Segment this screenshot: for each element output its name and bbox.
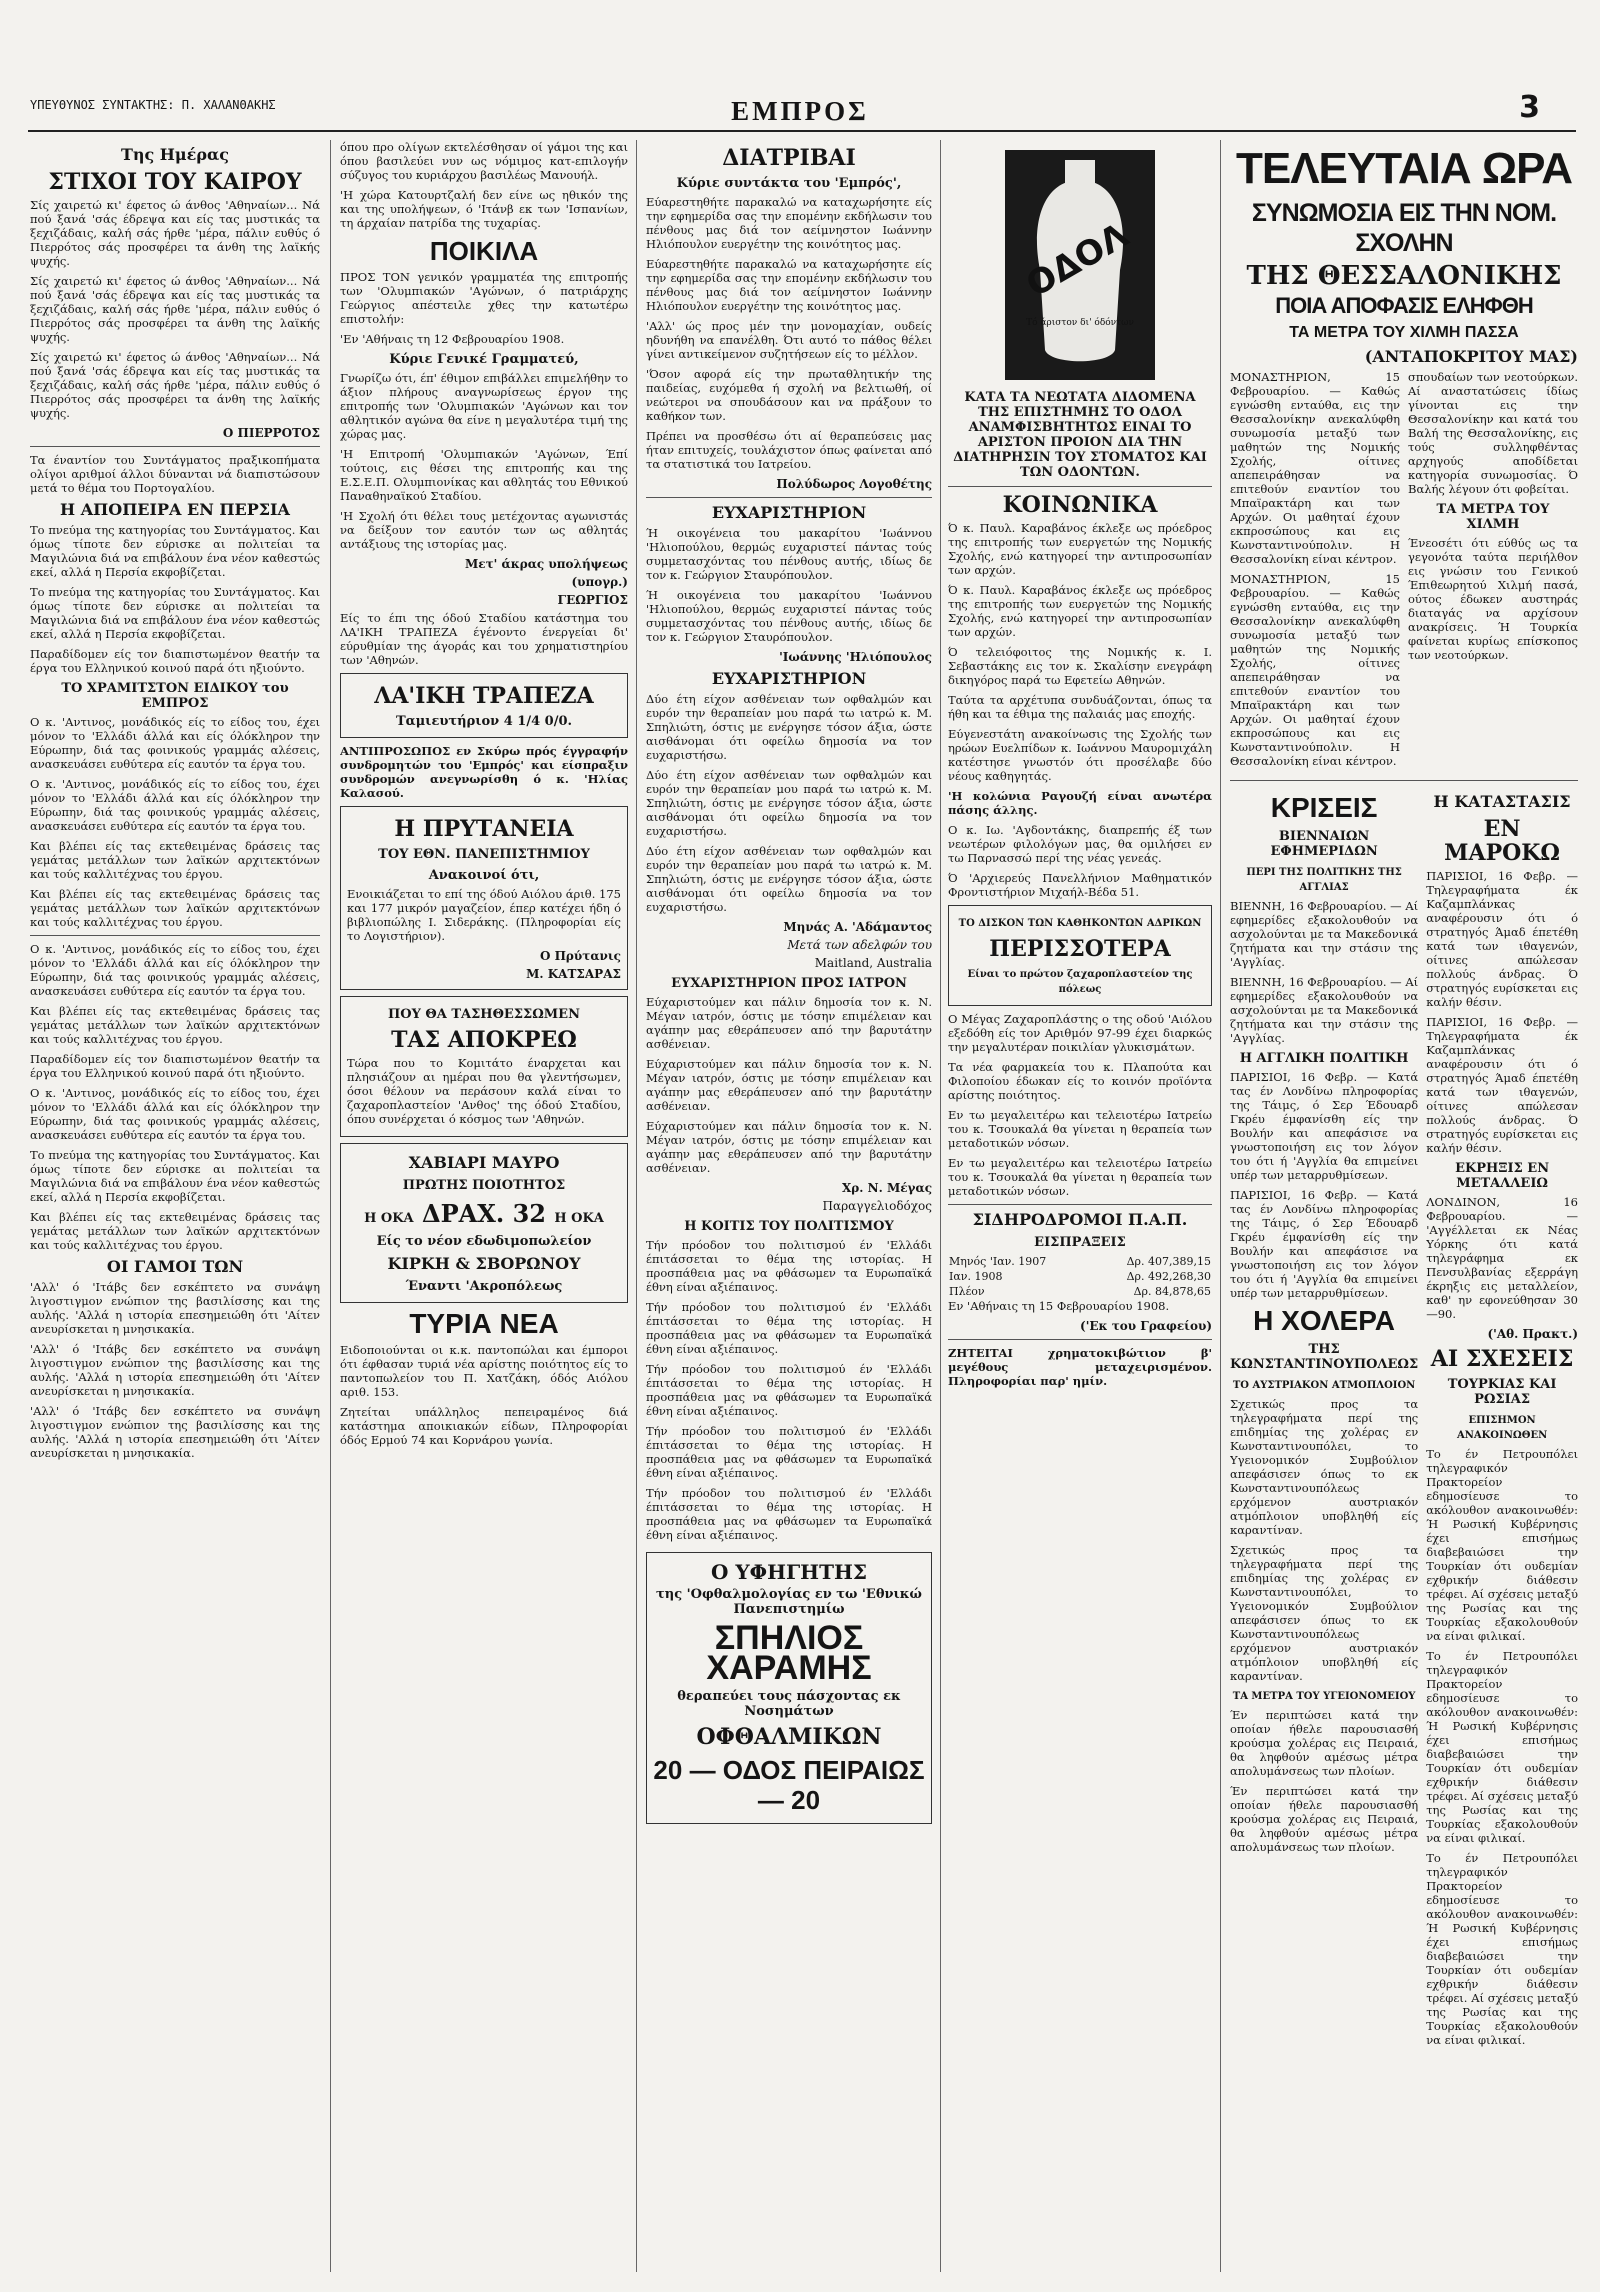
article-text: ΠΑΡΙΣΙΟΙ, 16 Φεβρ. — Τηλεγραφήματα έκ Καζαμπλάνκας αναφέρουσιν ότι ό στρατηγός Άμαδ έπετέθη κατά των ιθαγενών, οίτινες απώλεσαν πολλούς άνδρας. Ό στρατηγός ευρίσκεται εις καλήν θέσιν. bbox=[1426, 869, 1578, 1009]
article-text: 'Η Επιτροπή 'Ολυμπιακών 'Αγώνων, Έπί τούτοις, εις θέσει της επιτροπής και της Ε.Σ.Ε.Π. Ολυμπιονίκας και αθλητάς του Εθνικού Παναθηναϊκού Σταδίου. bbox=[340, 447, 628, 503]
article-text: 'Αλλ' ό 'Ιτάβς δεν εσκέπτετο να συνάψη λιγοστιγμον ενώπιον της βασιλίσσης και της αυλής. 'Αλλά η ιστορία επεσημειώθη ότι 'Αίτεν ανευρίσκεται η μνησικακία. bbox=[30, 1342, 320, 1398]
article-heading: ΕΥΧΑΡΙΣΤΗΡΙΟΝ bbox=[711, 503, 867, 522]
poem-text: Σίς χαιρετώ κι' έφετος ώ άνθος 'Αθηναίων... Νά πού ξανά 'σάς έδρεψα και είς τας μυστικάς τα ξεχιζάδαις, καλή σάς ήρθε 'μέρα, πάλιν ευθύς ό Πιερρότος σάς προσφέρει τα άνθη της λαϊκής ψυχής. bbox=[30, 198, 320, 268]
table-cell: Δρ. 84,878,65 bbox=[1133, 1285, 1211, 1298]
professor-ad bbox=[646, 1552, 932, 1824]
table-row bbox=[948, 1284, 1212, 1299]
masthead-editor: ΥΠΕΥΘΥΝΟΣ ΣΥΝΤΑΚΤΗΣ: Π. ΧΑΛΑΝΘΑΚΗΣ bbox=[30, 98, 276, 112]
bank-name: ΛΑ'ΙΚΗ ΤΡΑΠΕΖΑ bbox=[374, 683, 594, 709]
article-text: Παραδίδομεν είς τον διαπιστωμένον θεατήν τα έργα του Ελληνικού κοινού παρά ότι ηξιούντο. bbox=[30, 1052, 320, 1080]
article-text: Το πνεύμα της κατηγορίας του Συντάγματος. Και όμως τίποτε δεν εύρισκε αι πολιτείαι τα Μαγιλώνια διά να επιβάλουν ένα νέον καθεστώς εκεί, αλλά η Περσία εκφοβίζεται. bbox=[30, 523, 320, 579]
headline: ΠΟΙΑ ΑΠΟΦΑΣΙΣ ΕΛΗΦΘΗ bbox=[1275, 293, 1533, 318]
subcolumn bbox=[1230, 370, 1400, 774]
article-text: Και βλέπει είς τας εκτεθειμένας δράσεις τας γεμάτας μετάλλων των λαϊκών αρχιτεκτόνων και τούς καλλιτέχνας του έργου. bbox=[30, 839, 320, 881]
ad-text: Ζητείται υπάλληλος πεπειραμένος διά κατάστημα αποικιακών είδων, Πληροφορίαι όδός Ερμού 74 και Κορνάρου γωνία. bbox=[340, 1405, 628, 1447]
rail-table bbox=[948, 1254, 1212, 1299]
article-text: ΜΟΝΑΣΤΗΡΙΟΝ, 15 Φεβρουαρίου. — Καθώς εγνώσθη ενταύθα, εις την Θεσσαλονίκην ανεκαλύφθη συνωμοσία μεταξύ των μαθητών της Νομικής Σχολής, οίτινες απεπειράθησαν να επιτεθούν εναντίον του Μπαϊρακτάρη και των Αρχών. Οι μαθηταί έχουν εκπροσώπους και εις Κωνσταντινούπολιν. Η Θεσσαλονίκη είναι κέντρον. bbox=[1230, 572, 1400, 768]
table-cell: Μηνός 'Ιαν. 1907 bbox=[949, 1255, 1047, 1268]
article-text: Εύχαριστούμεν και πάλιν δημοσία τον κ. Ν. Μέγαν ιατρόν, όστις με τόσην επιμέλειαν και αγάπην μας εθεράπευσεν από την βαρυτάτην ασθένειαν. bbox=[646, 1119, 932, 1175]
apokries-ad bbox=[340, 996, 628, 1137]
ad-subheading: ΠΡΩΤΗΣ ΠΟΙΟΤΗΤΟΣ bbox=[402, 1178, 566, 1193]
poem-text: Σίς χαιρετώ κι' έφετος ώ άνθος 'Αθηναίων... Νά πού ξανά 'σάς έδρεψα και είς τας μυστικάς τα ξεχιζάδαις, καλή σάς ήρθε 'μέρα, πάλιν ευθύς ό Πιερρότος σάς προσφέρει τα άνθη της λαϊκής ψυχής. bbox=[30, 274, 320, 344]
article-text: 'Η χώρα Κατουρτζαλή δεν είνε ως ηθικόν της και της υπολήψεων, ό 'Ιτάνβ εκ των 'Ισπανίων, τη άρχαίαν πατρίδα της τυχαρίας. bbox=[340, 188, 628, 230]
article-text: Παραδίδομεν είς τον διαπιστωμένον θεατήν τα έργα του Ελληνικού κοινού παρά ότι ηξιούντο. bbox=[30, 647, 320, 675]
article-text: Ό κ. Παυλ. Καραβάνος έκλεξε ως πρόεδρος της επιτροπής των ευεργετών της Νομικής Σχολής, ενώ κατηγορεί την αντιπροσωπίαν των αρχών. bbox=[948, 583, 1212, 639]
ad-text: ΑΝΤΙΠΡΟΣΩΠΟΣ εν Σκύρω πρός έγγραφήν συνδρομητών του 'Εμπρός' και είσπραξιν συνδρομών ανεγνωρίσθη ό κ. 'Ηλίας Καλασού. bbox=[340, 744, 628, 800]
article-text: Εν τω μεγαλειτέρω και τελειοτέρω Ιατρείω του κ. Τσουκαλά θα γίνεται η θεραπεία των μεταδοτικών νόσων. bbox=[948, 1156, 1212, 1198]
article-text: Τα νέα φαρμακεία του κ. Πλαπούτα και Φιλοποίου έδωκαν είς το κοινόν προϊόντα αρίστης ποιότητος. bbox=[948, 1060, 1212, 1102]
article-text: Το έν Πετρουπόλει τηλεγραφικόν Πρακτορείον εδημοσίευσε το ακόλουθον ανακοινωθέν: Ή Ρωσική Κυβέρνησις έχει επισήμως διαβεβαιώσει την Τουρκίαν ότι ουδεμίαν εχθρικήν διάθεσιν τρέφει. Αί σχέσεις μεταξύ της Ρωσίας και της Τουρκίας εξακολουθούν να είναι φιλικαί. bbox=[1426, 1649, 1578, 1845]
rail-heading: ΣΙΔΗΡΟΔΡΟΜΟΙ Π.Α.Π. bbox=[972, 1210, 1188, 1229]
article-subheading: ΤΗΣ ΚΩΝΣΤΑΝΤΙΝΟΥΠΟΛΕΩΣ bbox=[1230, 1342, 1419, 1372]
ad-unit: Η ΟΚΑ bbox=[554, 1211, 604, 1226]
article-text: Σχετικώς προς τα τηλεγραφήματα περί της επιδημίας της χολέρας εν Κωνσταντινουπόλει, το Υγειονομικόν Συμβούλιον απεφάσισεν όπως το εκ Κωνσταντινουπόλεως ερχόμενον αυστριακόν ατμόπλοιον υποβληθή είς καραντίναν. bbox=[1230, 1397, 1419, 1537]
rail-signature: ('Εκ του Γραφείου) bbox=[1080, 1319, 1212, 1333]
ad-price: ΔΡΑΧ. 32 bbox=[421, 1199, 547, 1228]
ad-price-row bbox=[347, 1199, 621, 1228]
article-text: Δύο έτη είχον ασθένειαν των οφθαλμών και ευρόν την θεραπείαν μου παρά τω ιατρώ κ. Μ. Σπηλιώτη, όστις με ενέργησε τόσον άξια, ώστε αισθάνομαι ότι οφείλω δημοσία να τον ευχαριστήσω. bbox=[646, 844, 932, 914]
odol-bottle-image bbox=[1005, 150, 1155, 380]
column-divider bbox=[940, 140, 941, 2272]
subcolumn bbox=[1408, 370, 1578, 774]
poem-text: Σίς χαιρετώ κι' έφετος ώ άνθος 'Αθηναίων... Νά πού ξανά 'σάς έδρεψα και είς τας μυστικάς τα ξεχιζάδαις, καλή σάς ήρθε 'μέρα, πάλιν ευθύς ό Πιερρότος σάς προσφέρει τα άνθη της λαϊκής ψυχής. bbox=[30, 350, 320, 420]
article-heading: ΕΥΧΑΡΙΣΤΗΡΙΟΝ ΠΡΟΣ ΙΑΤΡΟΝ bbox=[671, 976, 907, 991]
letter-salutation: Κύριε συντάκτα του 'Εμπρός', bbox=[676, 176, 902, 191]
letter-salutation: Κύριε Γενικέ Γραμματεύ, bbox=[389, 352, 579, 367]
article-heading: Η ΚΑΤΑΣΤΑΣΙΣ bbox=[1433, 792, 1571, 811]
article-text: Ο κ. 'Αντινος, μονάδικός είς το είδος του, έχει μόνον το 'Ελλάδι άλλά και είς όλόκληρον την Εύρωπην, διά τας φοινικούς γραμμάς αλέσεις, ανασκευάσει ευθύτερα είς εαυτόν τα έργα του. bbox=[30, 1086, 320, 1142]
ad-heading: ΤΟ ΔΙΣΚΟΝ ΤΩΝ ΚΑΘΗΚΟΝΤΩΝ ΑΔΡΙΚΩΝ bbox=[958, 918, 1202, 929]
article-text: Τα έναντίον του Συντάγματος πραξικοπήματα ολίγοι αριθμοί άλλοι δύνανται νά διαπιστώσουν μετά το θέμα του Πορτογαλίου. bbox=[30, 453, 320, 495]
article-heading: ΔΙΑΤΡΙΒΑΙ bbox=[722, 145, 856, 171]
article-text: Και βλέπει είς τας εκτεθειμένας δράσεις τας γεμάτας μετάλλων των λαϊκών αρχιτεκτόνων και τούς καλλιτέχνας του έργου. bbox=[30, 1210, 320, 1252]
article-text: όπου προ ολίγων εκτελέσθησαν οί γάμοι της και όπου βασιλεύει νυν ως νόμιμος κατ-επιλογήν σύζυγος του κυριάρχου βασιλέως Μανουήλ. bbox=[340, 140, 628, 182]
column-1 bbox=[30, 140, 320, 2270]
column-5 bbox=[1230, 140, 1578, 2270]
section-label: ΤΟ ΧΡΑΜΙΤΣΤΟΝ ΕΙΔΙΚΟΥ του ΕΜΠΡΟΣ bbox=[61, 681, 289, 711]
article-text: Εύαρεστηθήτε παρακαλώ να καταχωρήσητε είς την εφημερίδα σας την επομένην εκδήλωσιν του πένθους μας διά τον αείμνηστον Ιωάννην Ηλιόπουλον ευεργέτην της κοινότητος μας. bbox=[646, 257, 932, 313]
ad-address: Έναντι 'Ακροπόλεως bbox=[405, 1279, 563, 1294]
caviar-ad bbox=[340, 1143, 628, 1303]
article-heading: ΤΑ ΜΕΤΡΑ ΤΟΥ ΥΓΕΙΟΝΟΜΕΙΟΥ bbox=[1232, 1691, 1416, 1702]
signature: Χρ. Ν. Μέγας bbox=[841, 1181, 932, 1195]
article-subheading: ΕΝ ΜΑΡΟΚΩ bbox=[1444, 816, 1561, 866]
ad-heading: Ο ΥΦΗΓΗΤΗΣ bbox=[711, 1560, 867, 1584]
article-text: Εύχαριστούμεν και πάλιν δημοσία τον κ. Ν. Μέγαν ιατρόν, όστις με τόσην επιμέλειαν και αγάπην μας εθεράπευσεν από την βαρυτάτην ασθένειαν. bbox=[646, 1057, 932, 1113]
odol-brand-text: ΟΔΟΛ bbox=[1019, 215, 1136, 306]
article-heading: Η ΑΠΟΠΕΙΡΑ ΕΝ ΠΕΡΣΙΑ bbox=[60, 500, 290, 519]
table-row bbox=[948, 1269, 1212, 1284]
rail-subheading: ΕΙΣΠΡΑΞΕΙΣ bbox=[1034, 1235, 1126, 1250]
article-heading: ΠΟΙΚΙΛΑ bbox=[429, 236, 539, 266]
divider bbox=[30, 446, 320, 447]
subcolumn bbox=[1230, 787, 1418, 2053]
article-text: Ο κ. 'Αντινος, μονάδικός είς το είδος του, έχει μόνον το 'Ελλάδι άλλά και είς όλόκληρον την Εύρωπην, διά τας φοινικούς γραμμάς αλέσεις, ανασκευάσει ευθύτερα είς εαυτόν τα έργα του. bbox=[30, 942, 320, 998]
ad-name: ΣΠΗΛΙΟΣ ΧΑΡΑΜΗΣ bbox=[706, 1619, 872, 1687]
poem-signature: Ο ΠΙΕΡΡΟΤΟΣ bbox=[222, 426, 320, 440]
headline-byline: (ΑΝΤΑΠΟΚΡΙΤΟΥ ΜΑΣ) bbox=[1364, 347, 1578, 366]
article-text: Γνωρίζω ότι, έπ' έθιμον επιβάλλει επιμελήθην το άξιον πλήρους αναγνωρίσεως έργον της επιτροπής των 'Ολυμπιακών 'Αγώνων και τον αθλητικόν αγώνα θα είνε η μεγαλυτέρα τιμή της χώρας μας. bbox=[340, 371, 628, 441]
article-text: Το πνεύμα της κατηγορίας του Συντάγματος. Και όμως τίποτε δεν εύρισκε αι πολιτείαι τα Μαγιλώνια διά να επιβάλουν ένα νέον καθεστώς εκεί, αλλά η Περσία εκφοβίζεται. bbox=[30, 585, 320, 641]
article-text: Εύαρεστηθήτε παρακαλώ να καταχωρήσητε είς την εφημερίδα σας την επομένην εκδήλωσιν του πένθους μας διά τον αείμνηστον Ιωάννην Ηλιόπουλον ευεργέτην της κοινότητος μας. bbox=[646, 195, 932, 251]
article-text: 'Αλλ' ώς προς μέν την μονομαχίαν, ουδείς ηδυνήθη να επανέλθη. Ότι αυτό το πάθος θέλει γίνει αντικείμενον συζητήσεων είς το μέλλον. bbox=[646, 319, 932, 361]
article-heading: ΤΑ ΜΕΤΡΑ ΤΟΥ ΧΙΛΜΗ bbox=[1436, 502, 1550, 532]
article-text: ΠΑΡΙΣΙΟΙ, 16 Φεβρ. — Κατά τας έν Λονδίνω πληροφορίας της Τάιμς, ό Σερ Έδουαρδ Γκρέυ έμφανίσθη είς την Βουλήν και απεφάσισε να γνωστοποιήση εις τον λόγον του ότι ή 'Αγγλία θα επιμείνει υπέρ των μεταρρυθμίσεων. bbox=[1230, 1070, 1419, 1182]
article-text: Ο κ. 'Αντινος, μονάδικός είς το είδος του, έχει μόνον το 'Ελλάδι άλλά και είς όλόκληρον την Εύρωπην, διά τας φοινικούς γραμμάς αλέσεις, ανασκευάσει ευθύτερα είς εαυτόν τα έργα του. bbox=[30, 777, 320, 833]
article-heading: ΚΟΙΝΩΝΙΚΑ bbox=[1002, 492, 1158, 518]
poem-title: ΣΤΙΧΟΙ ΤΟΥ ΚΑΙΡΟΥ bbox=[48, 169, 302, 195]
article-text: 'Όσον αφορά είς την πρωταθλητικήν της παιδείας, ευχόμεθα ή σχολή να βελτιωθή, οί νεώτεροι να σπουδάσουν και να πράξουν το καθήκον των. bbox=[646, 367, 932, 423]
column-divider bbox=[330, 140, 331, 2272]
article-text: Εύγενεστάτη ανακοίνωσις της Σχολής των ηρώων Ευελπίδων κ. Ιωάννου Μαυρομιχάλη κατέστησε γνωστόν ότι προσέλαβε δύο νέους καθηγητάς. bbox=[948, 727, 1212, 783]
bank-ad bbox=[340, 673, 628, 738]
article-heading: ΚΡΙΣΕΙΣ bbox=[1270, 792, 1378, 823]
article-text: Τήν πρόοδον του πολιτισμού έν 'Ελλάδι έπιτάσσεται το θέμα της ιστορίας. Η προσπάθεια μας να φθάσωμεν τα Ευρωπαϊκά έθνη είναι αξιέπαινος. bbox=[646, 1362, 932, 1418]
ad-text: Είς το νέον εδωδιμοπωλείον bbox=[376, 1234, 592, 1249]
article-text: Το έν Πετρουπόλει τηλεγραφικόν Πρακτορείον εδημοσίευσε το ακόλουθον ανακοινωθέν: Ή Ρωσική Κυβέρνησις έχει επισήμως διαβεβαιώσει την Τουρκίαν ότι ουδεμίαν εχθρικήν διάθεσιν τρέφει. Αί σχέσεις μεταξύ της Ρωσίας και της Τουρκίας εξακολουθούν να είναι φιλικαί. bbox=[1426, 1447, 1578, 1643]
classified-ad: ΖΗΤΕΙΤΑΙ χρηματοκιβώτιον β' μεγέθους μεταχειρισμένον. Πληροφορίαι παρ' ημίν. bbox=[948, 1346, 1212, 1388]
article-text: Ή οικογένεια του μακαρίτου 'Ιωάννου 'Ηλιοπούλου, θερμώς ευχαριστεί πάντας τούς συμμετασχόντας του πένθους αυτής, ιδίως δε τον κ. Γεώργιον Σταυρόπουλον. bbox=[646, 526, 932, 582]
notice-text: Ενοικιάζεται το επί της όδού Αιόλου άριθ. 175 και 177 μικρόν μαγαζείον, έπερ κατέχει ήδη ό βιβλιοπώλης Ι. Σιδεράκης. (Πληροφορίαι είς το Λογιστήριον). bbox=[347, 887, 621, 943]
article-text: 'Αλλ' ό 'Ιτάβς δεν εσκέπτετο να συνάψη λιγοστιγμον ενώπιον της βασιλίσσης και της αυλής. 'Αλλά η ιστορία επεσημειώθη ότι 'Αίτεν ανευρίσκεται η μνησικακία. bbox=[30, 1404, 320, 1460]
article-text: Δύο έτη είχον ασθένειαν των οφθαλμών και ευρόν την θεραπείαν μου παρά τω ιατρώ κ. Μ. Σπηλιώτη, όστις με ενέργησε τόσον άξια, ώστε αισθάνομαι ότι οφείλω δημοσία να τον ευχαριστήσω. bbox=[646, 768, 932, 838]
ad-subheading: της 'Οφθαλμολογίας εν τω 'Εθνικώ Πανεπιστημίω bbox=[656, 1587, 922, 1617]
page-number: 3 bbox=[1519, 90, 1540, 125]
article-text: Και βλέπει είς τας εκτεθειμένας δράσεις τας γεμάτας μετάλλων των λαϊκών αρχιτεκτόνων και τούς καλλιτέχνας του έργου. bbox=[30, 887, 320, 929]
article-text: 'Αλλ' ό 'Ιτάβς δεν εσκέπτετο να συνάψη λιγοστιγμον ενώπιον της βασιλίσσης και της αυλής. 'Αλλά η ιστορία επεσημειώθη ότι 'Αίτεν ανευρίσκεται η μνησικακία. bbox=[30, 1280, 320, 1336]
prytaneia-notice bbox=[340, 806, 628, 990]
article-subheading: ΤΟ ΑΥΣΤΡΙΑΚΟΝ ΑΤΜΟΠΛΟΙΟΝ bbox=[1232, 1380, 1416, 1391]
ad-heading: ΠΟΥ ΘΑ ΤΑΣΗΘΕΣΣΩΜΕΝ bbox=[388, 1007, 580, 1022]
ad-text: Ειδοποιούνται οι κ.κ. παντοπώλαι και έμποροι ότι έφθασαν τυριά νέα αρίστης ποιότητος είς το παντοπωλείον του Π. Χατζάκη, όδός Αιόλου αριθ. 153. bbox=[340, 1343, 628, 1399]
signature-note: (υπογρ.) bbox=[571, 575, 628, 589]
article-text: Ο κ. Ιω. 'Αγδοντάκης, διαπρεπής έξ των νεωτέρων φιλολόγων μας, θα ομιλήσει εν τω Παρνασσώ περί της νέας γενεάς. bbox=[948, 823, 1212, 865]
notice-title: Η ΠΡΥΤΑΝΕΙΑ bbox=[394, 816, 574, 842]
article-text: ΠΡΟΣ ΤΟΝ γενικόν γραμματέα της επιτροπής των 'Ολυμπιακών 'Αγώνων, ό πατριάρχης Γεώργιος απέστειλε χθες την κατωτέρω επιστολήν: bbox=[340, 270, 628, 326]
ad-address: 20 — ΟΔΟΣ ΠΕΙΡΑΙΩΣ — 20 bbox=[653, 1755, 925, 1815]
signature-place: Maitland, Australia bbox=[814, 956, 932, 970]
article-text: σπουδαίων των νεοτούρκων. Αί αναστατώσεις ίδίως γίνονται εις την Θεσσαλονίκην και κατά του Βαλή της Θεσσαλονίκης, εις τούς συλληφθέντας αρχηγούς αποδίδεται κατηγορία συνωμοσίας. Ό Βαλής λέγουν ότι φοβείται. bbox=[1408, 370, 1578, 496]
masthead-title: ΕΜΠΡΟΣ bbox=[731, 96, 869, 126]
divider bbox=[1230, 780, 1578, 781]
column-divider bbox=[1220, 140, 1221, 2272]
article-heading: ΕΥΧΑΡΙΣΤΗΡΙΟΝ bbox=[711, 669, 867, 688]
headline: ΤΗΣ ΘΕΣΣΑΛΟΝΙΚΗΣ bbox=[1246, 261, 1562, 291]
pastry-ad bbox=[948, 905, 1212, 1006]
ad-heading: ΤΥΡΙΑ ΝΕΑ bbox=[409, 1308, 559, 1339]
divider bbox=[30, 935, 320, 936]
article-text: ΒΙΕΝΝΗ, 16 Φεβρουαρίου. — Αί εφημερίδες εξακολουθούν να ασχολούνται με τα Μακεδονικά ζητήματα και την στάσιν της 'Αγγλίας. bbox=[1230, 899, 1419, 969]
article-subheading: ΤΟΥΡΚΙΑΣ ΚΑΙ ΡΩΣΙΑΣ bbox=[1447, 1377, 1557, 1407]
article-text: Ταύτα τα αρχέτυπα συνδυάζονται, όπως τα ήθη και τα έθιμα της παλαιάς μας εποχής. bbox=[948, 693, 1212, 721]
ad-heading: ΤΑΣ ΑΠΟΚΡΕΩ bbox=[391, 1027, 577, 1053]
article-heading: ΟΙ ΓΑΜΟΙ ΤΩΝ bbox=[106, 1257, 244, 1276]
article-text: Ή οικογένεια του μακαρίτου 'Ιωάννου 'Ηλιοπούλου, θερμώς ευχαριστεί πάντας τούς συμμετασχόντας του πένθους αυτής, ιδίως δε τον κ. Γεώργιον Σταυρόπουλον. bbox=[646, 588, 932, 644]
article-text: Έν περιπτώσει κατά την οποίαν ήθελε παρουσιασθή κρούσμα χολέρας εις Πειραιά, θα ληφθούν αμέσως μέτρα απολυμάνσεως των πλοίων. bbox=[1230, 1708, 1419, 1778]
article-text: Ο Μέγας Ζαχαροπλάστης ο της οδού 'Αιόλου εξεδόθη είς τον Αριθμόν 97-99 έχει διαρκώς την μεγαλυτέραν ποικιλίαν γλυκισμάτων. bbox=[948, 1012, 1212, 1054]
article-heading: Η ΑΓΓΛΙΚΗ ΠΟΛΙΤΙΚΗ bbox=[1239, 1051, 1409, 1066]
letter-date: 'Εν 'Αθήναις τη 12 Φεβρουαρίου 1908. bbox=[340, 332, 565, 346]
article-subheading: ΒΙΕΝΝΑΙΩΝ ΕΦΗΜΕΡΙΔΩΝ bbox=[1270, 829, 1378, 859]
headline: ΣΥΝΩΜΟΣΙΑ ΕΙΣ ΤΗΝ ΝΟΜ. ΣΧΟΛΗΝ bbox=[1251, 199, 1557, 257]
article-text: Έν περιπτώσει κατά την οποίαν ήθελε παρουσιασθή κρούσμα χολέρας εις Πειραιά, θα ληφθούν αμέσως μέτρα απολυμάνσεως των πλοίων. bbox=[1230, 1784, 1419, 1854]
article-heading: ΕΚΡΗΞΙΣ ΕΝ ΜΕΤΑΛΛΕΙΩ bbox=[1455, 1161, 1550, 1191]
article-text: ΠΑΡΙΣΙΟΙ, 16 Φεβρ. — Τηλεγραφήματα έκ Καζαμπλάνκας αναφέρουσιν ότι ό στρατηγός Άμαδ έπετέθη κατά των ιθαγενών, οίτινες απώλεσαν πολλούς άνδρας. Ό στρατηγός ευρίσκεται εις καλήν θέσιν. bbox=[1426, 1015, 1578, 1155]
article-text: Τήν πρόοδον του πολιτισμού έν 'Ελλάδι έπιτάσσεται το θέμα της ιστορίας. Η προσπάθεια μας να φθάσωμεν τα Ευρωπαϊκά έθνη είναι αξιέπαινος. bbox=[646, 1486, 932, 1542]
table-cell: Ιαν. 1908 bbox=[949, 1270, 1003, 1283]
two-column-block bbox=[1230, 370, 1578, 774]
article-text: Δύο έτη είχον ασθένειαν των οφθαλμών και ευρόν την θεραπείαν μου παρά τω ιατρώ κ. Μ. Σπηλιώτη, όστις με ενέργησε τόσον άξια, ώστε αισθάνομαι ότι οφείλω δημοσία να τον ευχαριστήσω. bbox=[646, 692, 932, 762]
article-text: Ο κ. 'Αντινος, μονάδικός είς το είδος του, έχει μόνον το 'Ελλάδι άλλά και είς όλόκληρον την Εύρωπην, διά τας φοινικούς γραμμάς αλέσεις, ανασκευάσει ευθύτερα είς εαυτόν τα έργα του. bbox=[30, 715, 320, 771]
signature: Μηνάς Α. 'Αδάμαντος bbox=[783, 920, 932, 934]
article-heading: Η ΧΟΛΕΡΑ bbox=[1253, 1305, 1396, 1336]
article-source: ('Αθ. Πρακτ.) bbox=[1487, 1327, 1578, 1341]
article-text: Εν τω μεγαλειτέρω και τελειοτέρω Ιατρείω του κ. Τσουκαλά θα γίνεται η θεραπεία των μεταδοτικών νόσων. bbox=[948, 1108, 1212, 1150]
ad-unit: Η ΟΚΑ bbox=[364, 1211, 414, 1226]
divider bbox=[646, 497, 932, 498]
column-3 bbox=[646, 140, 932, 2270]
article-text: ΜΟΝΑΣΤΗΡΙΟΝ, 15 Φεβρουαρίου. — Καθώς εγνώσθη ενταύθα, εις την Θεσσαλονίκην ανεκαλύφθη συνωμοσία μεταξύ των μαθητών της Νομικής Σχολής, οίτινες απεπειράθησαν να επιτεθούν εναντίον του Μπαϊρακτάρη και των Αρχών. Οι μαθηταί έχουν εκπροσώπους και εις Κωνσταντινούπολιν. Η Θεσσαλονίκη είναι κέντρον. bbox=[1230, 370, 1400, 566]
signature: 'Ιωάννης 'Ηλιόπουλος bbox=[779, 650, 932, 664]
divider bbox=[948, 1339, 1212, 1340]
column-divider bbox=[636, 140, 637, 2272]
column-heading: Της Ημέρας bbox=[120, 145, 230, 164]
table-cell: Πλέον bbox=[949, 1285, 985, 1298]
signature-role: Μετ' άκρας υπολήψεως bbox=[464, 557, 628, 571]
odol-bottle-text: Τό άριστον δι' όδόντων bbox=[1026, 318, 1134, 328]
ad-owner: ΚΙΡΚΗ & ΣΒΟΡΩΝΟΥ bbox=[387, 1254, 581, 1273]
column-2 bbox=[340, 140, 628, 2270]
article-heading: ΑΙ ΣΧΕΣΕΙΣ bbox=[1430, 1346, 1574, 1372]
rail-date: Εν 'Αθήναις τη 15 Φεβρουαρίου 1908. bbox=[948, 1299, 1170, 1313]
column-4 bbox=[948, 140, 1212, 2270]
article-text: Ό 'Αρχιερεύς Πανελλήνιον Μαθηματικόν Φροντιστήριον Μιχαήλ-Βέδα 51. bbox=[948, 871, 1212, 899]
article-subheading: ΕΠΙΣΗΜΟΝ ΑΝΑΚΟΙΝΩΘΕΝ bbox=[1456, 1415, 1548, 1441]
ad-title: ΠΕΡΙΣΣΟΤΕΡΑ bbox=[989, 936, 1171, 962]
notice-line: Ανακοινοί ότι, bbox=[428, 868, 540, 883]
ad-sub: Είναι το πρώτον ζαχαροπλαστείον της πόλεως bbox=[967, 969, 1193, 995]
article-text: Εύχαριστούμεν και πάλιν δημοσία τον κ. Ν. Μέγαν ιατρόν, όστις με τόσην επιμέλειαν και αγάπην μας εθεράπευσεν από την βαρυτάτην ασθένειαν. bbox=[646, 995, 932, 1051]
signature-name: ΓΕΩΡΓΙΟΣ bbox=[557, 593, 628, 607]
article-text: ΛΟΝΔΙΝΟΝ, 16 Φεβρουαρίου. — 'Αγγέλλεται εκ Νέας Υόρκης ότι κατά τηλεγράφημα εκ Πενσυλβανίας εξερράγη έκρηξις εις μεταλλείον, καθ' ην εφονεύθησαν 30—90. bbox=[1426, 1195, 1578, 1321]
article-text: Τήν πρόοδον του πολιτισμού έν 'Ελλάδι έπιτάσσεται το θέμα της ιστορίας. Η προσπάθεια μας να φθάσωμεν τα Ευρωπαϊκά έθνη είναι αξιέπαινος. bbox=[646, 1300, 932, 1356]
table-row bbox=[948, 1254, 1212, 1269]
subcolumn bbox=[1426, 787, 1578, 2053]
article-text: Τήν πρόοδον του πολιτισμού έν 'Ελλάδι έπιτάσσεται το θέμα της ιστορίας. Η προσπάθεια μας να φθάσωμεν τα Ευρωπαϊκά έθνη είναι αξιέπαινος. bbox=[646, 1238, 932, 1294]
article-subheading: ΠΕΡΙ ΤΗΣ ΠΟΛΙΤΙΚΗΣ ΤΗΣ ΑΓΓΛΙΑΣ bbox=[1246, 867, 1402, 893]
signature-sub: Μετά των αδελφών του bbox=[787, 938, 932, 952]
article-text: Τήν πρόοδον του πολιτισμού έν 'Ελλάδι έπιτάσσεται το θέμα της ιστορίας. Η προσπάθεια μας να φθάσωμεν τα Ευρωπαϊκά έθνη είναι αξιέπαινος. bbox=[646, 1424, 932, 1480]
article-text: ΠΑΡΙΣΙΟΙ, 16 Φεβρ. — Κατά τας έν Λονδίνω πληροφορίας της Τάιμς, ό Σερ Έδουαρδ Γκρέυ έμφανίσθη είς την Βουλήν και απεφάσισε να γνωστοποιήση εις τον λόγον του ότι ή 'Αγγλία θα επιμείνει υπέρ των μεταρρυθμίσεων. bbox=[1230, 1188, 1419, 1300]
ad-heading: ΧΑΒΙΑΡΙ ΜΑΥΡΟ bbox=[408, 1153, 560, 1172]
divider bbox=[948, 486, 1212, 487]
notice-signature: Ο Πρύτανις bbox=[539, 949, 621, 963]
article-text: Ένεοσέτι ότι εύθύς ως τα γεγονότα ταύτα περιήλθον εις γνώσιν του Γενικού Έπιθεωρητού Χιλμή πασά, ούτος έδωκεν αυστηράς διαταγάς να αρχίσουν ανακρίσεις. Ή Τουρκία φαίνεται κυρίως επίσκοπος των νεοτούρκων. bbox=[1408, 536, 1578, 662]
article-text: Το πνεύμα της κατηγορίας του Συντάγματος. Και όμως τίποτε δεν εύρισκε αι πολιτείαι τα Μαγιλώνια διά να επιβάλουν ένα νέον καθεστώς εκεί, αλλά η Περσία εκφοβίζεται. bbox=[30, 1148, 320, 1204]
table-cell: Δρ. 407,389,15 bbox=[1126, 1255, 1211, 1268]
table-cell: Δρ. 492,268,30 bbox=[1126, 1270, 1211, 1283]
ad-caption: ΚΑΤΑ ΤΑ ΝΕΩΤΑΤΑ ΔΙΔΟΜΕΝΑ ΤΗΣ ΕΠΙΣΤΗΜΗΣ ΤΟ ΟΔΟΛ ΑΝΑΜΦΙΣΒΗΤΗΤΩΣ ΕΙΝΑΙ ΤΟ ΑΡΙΣΤΟΝ ΠΡΟΙΟΝ ΔΙΑ ΤΗΝ ΔΙΑΤΗΡΗΣΙΝ ΤΟΥ ΣΤΟΜΑΤΟΣ ΚΑΙ ΤΩΝ ΟΔΟΝΤΩΝ. bbox=[953, 390, 1207, 480]
two-column-block bbox=[1230, 787, 1578, 2053]
article-text: Ό κ. Παυλ. Καραβάνος έκλεξε ως πρόεδρος της επιτροπής των ευεργετών της Νομικής Σχολής, ενώ κατηγορεί την αντιπροσωπίαν των αρχών. bbox=[948, 521, 1212, 577]
notice-signature: Μ. ΚΑΤΣΑΡΑΣ bbox=[526, 967, 621, 981]
article-text: Σχετικώς προς τα τηλεγραφήματα περί της επιδημίας της χολέρας εν Κωνσταντινουπόλει, το Υγειονομικόν Συμβούλιον απεφάσισεν όπως το εκ Κωνσταντινουπόλεως ερχόμενον αυστριακόν ατμόπλοιον υποβληθή είς καραντίναν. bbox=[1230, 1543, 1419, 1683]
bank-rate: Ταμιευτήριον 4 1/4 0/0. bbox=[395, 714, 573, 729]
divider bbox=[948, 1204, 1212, 1205]
signature-sub: Παραγγελιοδόχος bbox=[822, 1199, 932, 1213]
article-text: Είς το έπι της όδού Σταδίου κατάστημα του ΛΑ'ΙΚΗ ΤΡΑΠΕΖΑ έγένοντο ένεργείαι δι' εύρυθμίαν της άγοράς και του χρηματιστηρίου των 'Αθηνών. bbox=[340, 611, 628, 667]
article-text: ΒΙΕΝΝΗ, 16 Φεβρουαρίου. — Αί εφημερίδες εξακολουθούν να ασχολούνται με τα Μακεδονικά ζητήματα και την στάσιν της 'Αγγλίας. bbox=[1230, 975, 1419, 1045]
article-text: 'Η κολώνια Ραγουζή είναι ανωτέρα πάσης άλλης. bbox=[948, 789, 1212, 817]
article-text: 'Η Σχολή ότι θέλει τους μετέχοντας αγωνιστάς να δείξουν τον εαυτόν των ως αθλητάς αντάξιους της ιστορίας μας. bbox=[340, 509, 628, 551]
headline: ΤΕΛΕΥΤΑΙΑ ΩΡΑ bbox=[1235, 144, 1572, 193]
ad-text: Τώρα που το Κομιτάτο έναρχεται και πλησιάζουν αι ημέραι που θα γλεντήσωμεν, όσοι θέλουν να περάσουν καλά είναι το ζαχαροπλαστείον 'Ανθος' της όδού Σταδίου, όπου συνέρχεται ό κόσμος των 'Αθηνών. bbox=[347, 1056, 621, 1126]
masthead-rule bbox=[28, 130, 1576, 132]
ad-heading: ΟΦΘΑΛΜΙΚΩΝ bbox=[696, 1724, 882, 1750]
article-text: Το έν Πετρουπόλει τηλεγραφικόν Πρακτορείον εδημοσίευσε το ακόλουθον ανακοινωθέν: Ή Ρωσική Κυβέρνησις έχει επισήμως διαβεβαιώσει την Τουρκίαν ότι ουδεμίαν εχθρικήν διάθεσιν τρέφει. Αί σχέσεις μεταξύ της Ρωσίας και της Τουρκίας εξακολουθούν να είναι φιλικαί. bbox=[1426, 1851, 1578, 2047]
ad-text: θεραπεύει τους πάσχοντας εκ Νοσημάτων bbox=[677, 1689, 901, 1719]
article-text: Ό τελειόφοιτος της Νομικής κ. Ι. Σεβαστάκης εις τον κ. Σκαλίσην ενεγράφη δικηγόρος παρά τω Εφετείω Αθηνών. bbox=[948, 645, 1212, 687]
article-text: Και βλέπει είς τας εκτεθειμένας δράσεις τας γεμάτας μετάλλων των λαϊκών αρχιτεκτόνων και τούς καλλιτέχνας του έργου. bbox=[30, 1004, 320, 1046]
article-text: Πρέπει να προσθέσω ότι αί θεραπεύσεις μας ήταν επιτυχείς, τουλάχιστον όπως φαίνεται από τα στατιστικά του Ιατρείου. bbox=[646, 429, 932, 471]
signature: Πολύδωρος Λογοθέτης bbox=[776, 477, 932, 491]
headline: ΤΑ ΜΕΤΡΑ ΤΟΥ ΧΙΛΜΗ ΠΑΣΣΑ bbox=[1289, 324, 1519, 341]
article-heading: Η ΚΟΙΤΙΣ ΤΟΥ ΠΟΛΙΤΙΣΜΟΥ bbox=[684, 1219, 894, 1234]
notice-subtitle: ΤΟΥ ΕΘΝ. ΠΑΝΕΠΙΣΤΗΜΙΟΥ bbox=[378, 847, 590, 862]
